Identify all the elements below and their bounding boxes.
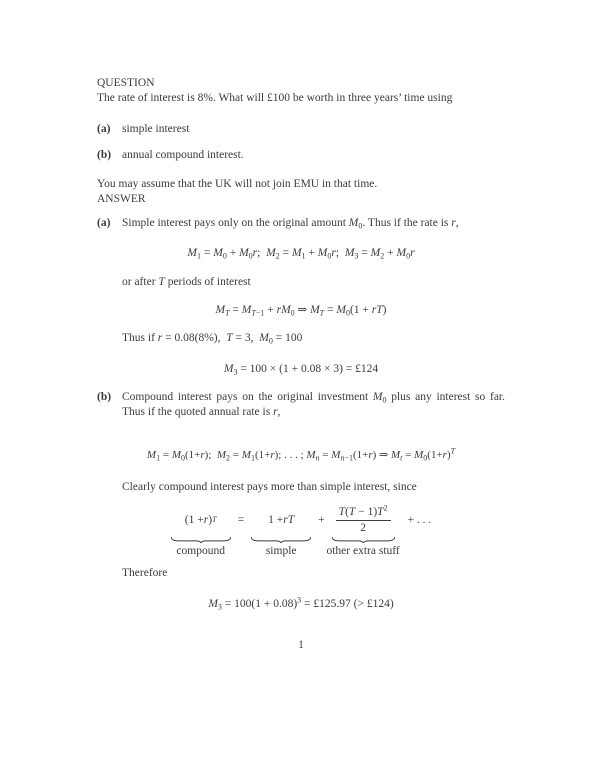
ellipsis-tail: + . . . [407, 513, 432, 526]
simple-label: simple [265, 545, 297, 557]
clearly-text: Clearly compound interest pays more than simple interest, since [122, 481, 417, 493]
assumption-note: You may assume that the UK will not join EMU in that time. [97, 178, 378, 190]
page-number: 1 [298, 639, 304, 651]
fraction-label-wrap [326, 543, 400, 558]
part-b-intro: Compound interest pays on the original investment $M_0$ plus any interest so far. Thus if the quoted annual rate is r, [122, 391, 506, 418]
item-a-label: simple interest [122, 123, 190, 135]
plus-sign: + [318, 513, 325, 526]
simple-label-wrap [251, 543, 311, 558]
part-b-marker: (b) [97, 391, 112, 403]
equals-sign: = [237, 513, 245, 526]
item-b-label: annual compound interest. [122, 149, 244, 161]
equation-simple-general: $M_T = M_{T-1} + rM_0$ ⇒ $M_T = M_0(1 + rT)$ [215, 304, 387, 318]
or-after-text: or after T periods of interest [122, 276, 251, 288]
fraction-term [332, 503, 395, 537]
fraction-term-group [326, 503, 400, 558]
fraction [336, 505, 391, 535]
equation-simple-result: $M_3 = 100 \times (1 + 0.08 \times 3)$ = £124 [223, 363, 379, 377]
question-body: The rate of interest is 8%. What will £100 be worth in three years’ time using [97, 92, 453, 104]
question-item-b [97, 148, 505, 163]
compound-label-wrap [171, 543, 231, 558]
equation-compound-result: $M_3 = 100(1 + 0.08)^3$ = £125.97 (> £124) [208, 595, 394, 612]
thus-text: Thus if r = 0.08(8%), T = 3, $M_0 = 100$ [122, 332, 303, 346]
question-item-a [97, 122, 505, 137]
part-a-marker: (a) [97, 217, 111, 229]
equation-simple-recurrence: $M_1 = M_0 + M_0r$; $M_2 = M_1 + M_0r$; $M_3 = M_2 + M_0r$ [187, 247, 415, 261]
equation-compound-recurrence: $M_1 = M_0(1+r)$; $M_2 = M_1(1+r)$; . . . ; $M_n = M_{n-1}(1+r)$ ⇒ $M_t = M_0(1+r)^T$ [146, 446, 456, 463]
compound-term-group [171, 503, 231, 558]
fraction-label: other extra stuff [326, 545, 400, 557]
underbrace-equation [97, 503, 505, 558]
answer-part-a [97, 216, 505, 231]
fraction-denominator: 2 [360, 522, 366, 534]
simple-term-group [251, 503, 311, 558]
answer-part-b [97, 390, 505, 420]
part-a-intro: Simple interest pays only on the original amount $M_0$. Thus if the rate is r, [122, 217, 459, 231]
answer-heading: ANSWER [97, 193, 146, 205]
compound-label: compound [176, 545, 225, 557]
simple-term: 1 + rT [268, 513, 295, 526]
question-heading: QUESTION [97, 77, 155, 89]
compound-term: (1 + r ) T [184, 513, 217, 526]
fraction-numerator: $T(T - 1)T^2$ [336, 505, 391, 521]
item-b-marker: (b) [97, 149, 112, 161]
item-a-marker: (a) [97, 123, 111, 135]
therefore-text: Therefore [122, 567, 168, 579]
